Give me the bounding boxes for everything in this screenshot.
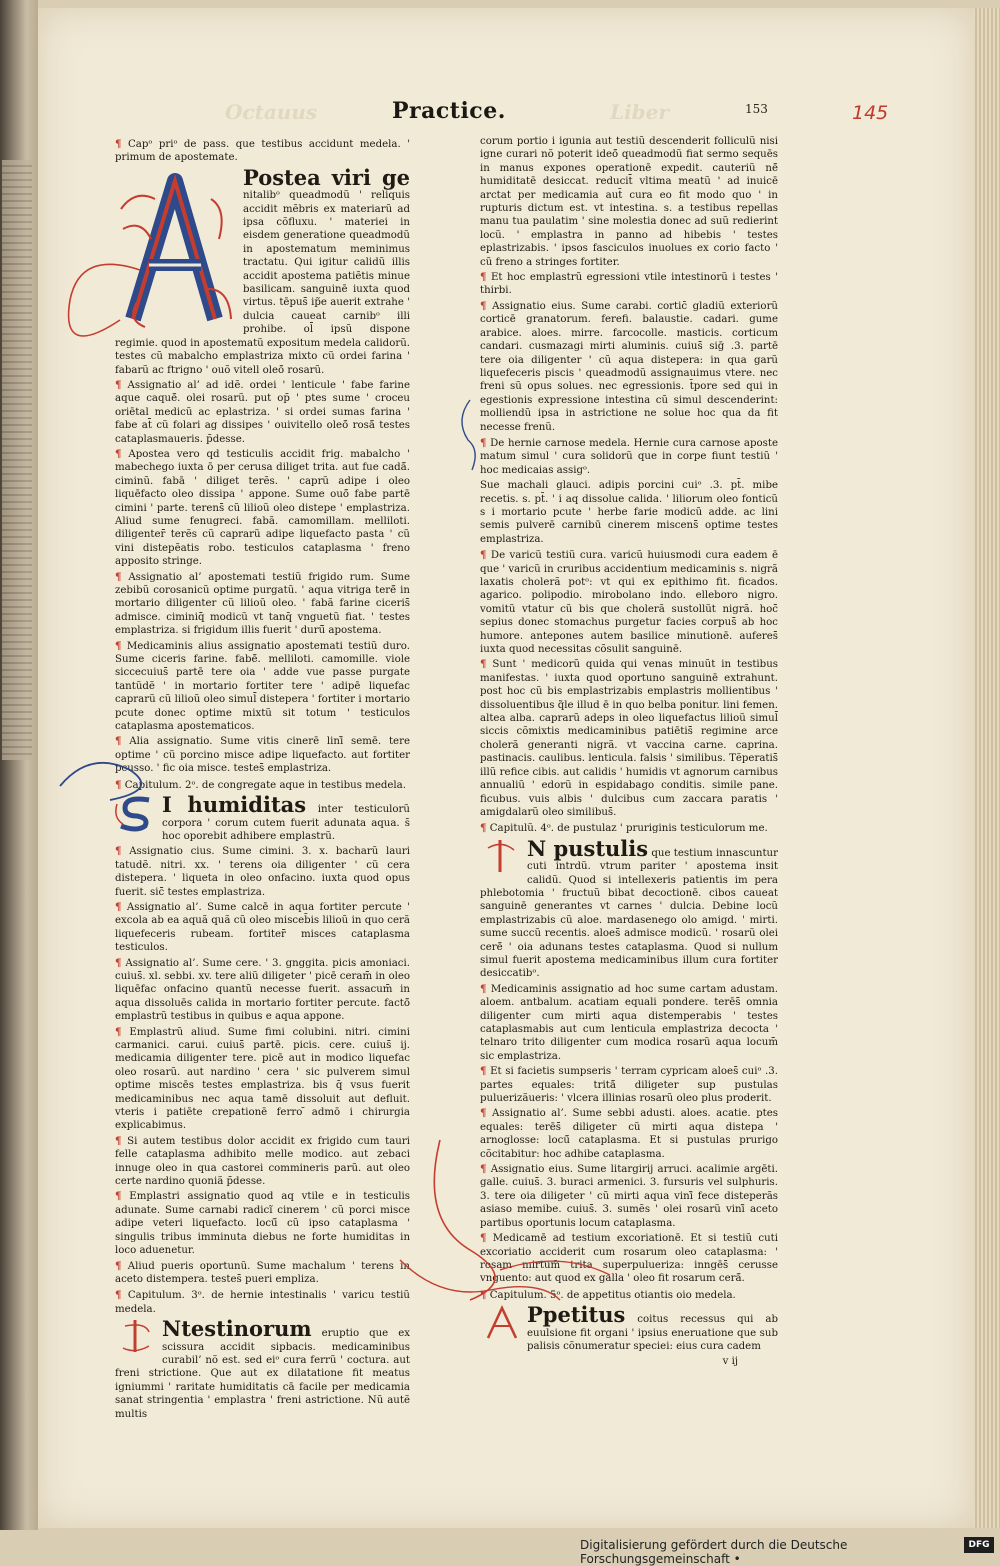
initial-i-icon — [115, 1318, 157, 1354]
paragraph-text: coitus recessus qui ab euulsione fit organi ' ipsius eneruatione que sub palisis cõnumeratur speciei: eius cura cadem — [527, 1314, 778, 1352]
chapter-rubric: ¶ Capᵒ priᵒ de pass. que testibus accidunt medela. ' primum de apostemate. — [115, 138, 410, 164]
paragraph-mark-icon: ¶ — [115, 1190, 122, 1203]
paragraph-mark-icon: ¶ — [480, 299, 487, 312]
paragraph-mark-icon: ¶ — [115, 570, 122, 583]
running-title: Practice. — [392, 98, 506, 124]
paragraph-mark-icon: ¶ — [480, 1107, 487, 1120]
initial-a-icon — [480, 1304, 522, 1340]
quire-signature: v ij — [722, 1356, 738, 1368]
paragraph-text: Aliud pueris oportunũ. Sume machalum ' terens in aceto distempera. testes̄̄ pueri empliza. — [115, 1260, 410, 1285]
facing-page-strip — [2, 160, 32, 760]
paragraph-text: Et hoc emplastrũ egressioni vtile intestinorũ i testes ' thirbi. — [480, 272, 778, 297]
paragraph-text: Assignatio al’. Sume cere. ' 3. gnggita. picis amoniaci. cuius̄̄. xl. sebbi. xv. tere aliũ diligeter ' picē ceram̄̄ in oleo liquēfac onfacino quantũ necesse fuerit. assacum̄̄ in aqua dissoluēs calida in mortario fortiter percute. factō̄ emplastrũ testibus in quibus e aqua appone. — [115, 957, 410, 1023]
show-through-running-head-left: Octauus — [225, 100, 318, 124]
paragraph-mark-icon: ¶ — [115, 956, 122, 969]
paragraph-mark-icon: ¶ — [115, 1025, 122, 1038]
handwritten-folio-number: 145 — [852, 102, 889, 124]
show-through-running-head-right: Liber — [610, 100, 669, 124]
paragraph-text: Alia assignatio. Sume vitis cinerē linī̄ semē. tere optime ' cũ porcino misce adipe liquefacto. aut fortiter pcusso. ' fic oia misce. testes̄̄ emplastriza. — [115, 736, 410, 775]
paragraph-mark-icon: ¶ — [480, 822, 487, 835]
right-text-column — [480, 135, 778, 1368]
paragraph-text: Assignatio eius. Sume carabi. cortic̄ gladiũ exteriorũ corticē granatorum. ferefi. balaustie. cadari. gume arabice. aloes. mirre. farcocolle. masticis. corticum candari. cusmazagi mirti aluminis. cuius̄̄ siḡ .3. partē tere oia diligenter ' cũ aqua distepera: in qua garũ liquefeceris piscis ' queadmodũ assignauimus vtere. nec freni sũ opus solues. nec egressionis. t̄pore sed qui in egestionis expressione intestina cũ simul descenderint: molliendũ ipsa in astrictione ne solue hoc qua da fit necesse frenũ. — [480, 300, 778, 433]
paragraph-mark-icon: ¶ — [480, 1232, 487, 1245]
chapter-rubric: ¶ Capitulum. 5ᵒ. de appetitus otiantis oio medela. — [480, 1288, 736, 1301]
paragraph-text: que testium innascuntur cuti intrdũ. vtrum pariter ' apostema insit calidũ. Quod si intellexeris patientis im pera phlebotomia ' fructuũ bibat decoctionē. cibos caueat sanguinē generantes vt carnes ' dulcia. Debine locũ emplastrizabis cũ aloe. mardasenego olo amigd. ' mirti. sume succũ recentis. aloes̄̄ admisce modicũ. ' rosarũ olei cerē̄ ' oia adunans testes cataplasma. Quod si nullum simul fuerit apostema medicaminibus illum cura fortiter desiccatibᵒ. — [480, 847, 778, 980]
paragraph-text: Medicaminis assignatio ad hoc sume cartam adustam. aloem. antbalum. acatiam equali pondere. terēs̄̄ omnia diligenter cum mirti aqua distemperabis ' testes cataplasmabis aut cum lenticula emplastriza decocta ' telnaro trito diligenter cum modica rosarũ aqua locum̄̄ sic emplastriza. — [480, 983, 778, 1062]
paragraph-text: nitalibᵒ queadmodũ ' reliquis accidit mẽbris ex materiarũ ad ipsa cõfluxu. ' materiei in eisdem generatione queadmodũ in apostematum meminimus tractatu. Qui igitur calidũ illis accidit apostema patiẽtis minue basilicam. sanguinē iuxta quod virtus. tēpus̄̄ ip̃e auerit extrahe ' dulcia caueat carnibᵒ illi prohibe. ol̄̄ ipsũ dispone regimie. quod in apostematũ expositum medela calidorũ. testes cũ mabalcho emplastriza mixto cũ ordei farina ' fabarũ ac ftrigno ' ouõ vitell oleō̄ rosarũ. — [115, 190, 410, 376]
paragraph-mark-icon: ¶ — [115, 1289, 122, 1302]
chapter-rubric: ¶ Capitulũ. 4ᵒ. de pustulaz ' pruriginis testiculorum me. — [480, 822, 768, 835]
paragraph-mark-icon: ¶ — [480, 982, 487, 995]
chapter-rubric: ¶ Capitulum. 2ᵒ. de congregate aque in testibus medela. — [115, 778, 406, 791]
paragraph-mark-icon: ¶ — [480, 271, 487, 284]
paragraph-text: Assignatio eius. Sume litargirij arruci. acalimie argēti. galle. cuius̄̄. 3. buraci armenici. 3. fursuris vel sulphuris. 3. tere oia diligeter ' cũ mirti aqua vinī̄ fece disteperãs asiaso memibe. cuius̄̄. 3. sumẽs ' olei rosarũ vinī̄ aceto partibus oportunis locum cataplasma. — [480, 1164, 778, 1229]
paragraph-text: Apostea vero qd testiculis accidit frig. mabalcho ' mabechego iuxta ō per cerusa diliget trita. aut fue cadā̄. ciminũ. fabā ' diliget terẽs. ' caprũ adipe i oleo liquēfacto oleo dissipa ' appone. Sume ouō̄ fabe partē cimini ' parte. terens̄̄ cũ lilioũ oleo distepe ' emplastriza. Aliud sume fenugreci. fabã. camomillam. melliloti. diligenter̄̄ terẽs cũ caprarũ adipe liquefacto pasta ' cũ vini distepẽatis robo. testiculos cataplasma ' freno apposito stringe. — [115, 448, 410, 568]
paragraph-text: Assignatio al’. Sume calcē in aqua fortiter percute ' excola ab ea aquã quã cũ oleo misceb̄is lilioũ in quo cerã liquefeceris rubeam. fortiter̄̄ misces cataplasma testiculos. — [115, 901, 410, 954]
paragraph-text: Assignatio cius. Sume cimini. 3. x. bacharũ lauri tatudẽ. nitri. xx. ' terens oia diligenter ' cũ cera distepera. ' liqueta in oleo onfacino. iuxta quod opus fuerit. sic̄̄ testes emplastriza. — [115, 846, 410, 898]
paragraph-mark-icon: ¶ — [480, 1163, 487, 1176]
book-left-edge — [0, 0, 38, 1530]
page-stack-edge — [973, 8, 1000, 1528]
paragraph-mark-icon: ¶ — [115, 1259, 122, 1272]
digitization-credit: Digitalisierung gefördert durch die Deutsche Forschungsgemeinschaft • — [580, 1538, 848, 1566]
paragraph-mark-icon: ¶ — [115, 1134, 122, 1147]
chapter-rubric: ¶ Capitulum. 3ᵒ. de hernie intestinalis ' varicu testiũ medela. — [115, 1289, 410, 1315]
paragraph-mark-icon: ¶ — [480, 549, 487, 562]
initial-i-icon — [480, 838, 522, 874]
paragraph-mark-icon: ¶ — [115, 735, 122, 748]
lead-capitals: Postea viri ge — [243, 164, 410, 190]
paragraph-mark-icon: ¶ — [115, 778, 122, 791]
lead-capitals: N pustulis — [527, 835, 649, 861]
paragraph-text: Medicamē ad testium excoriationē. Et si testiũ cuti excoriatio acciderit cum rosarum oleo cataplasma: ' rosam mirtum̄̄ trita superpulueriza: inngēs̄̄ cerusse vnguento: aut quod ex galla ' oleo fit rosarum cerā̄. — [480, 1233, 778, 1285]
illuminated-initial-a-icon — [115, 169, 235, 329]
paragraph-text: Sue machali glauci. adipis porcini cuiᵒ .3. pt̄. mibe recetis. s. pt̄. ' i aq dissolue calida. ' liliorum oleo fonticũ s i mortario pcute ' herbe farie modicũ adde. ac lini semis pulverē carnibū cinerem miscens̄̄ optime testes emplastriza. — [480, 480, 778, 545]
paragraph-mark-icon: ¶ — [115, 845, 122, 858]
paragraph-mark-icon: ¶ — [115, 138, 122, 150]
paragraph-text: Medicaminis alius assignatio apostemati testiũ duro. Sume ciceris farine. fabē̄. melliloti. camomille. viole siccecuius̄̄ partē tere oia ' adde vue passe purgate tantũdẽ ' in mortario fortiter tere ' adipē liquefac caprarũ cũ lilioũ oleo simul̄̄ distepera ' fortiter i mortario pcute donec optime mixtũ sit totum ' testiculos cataplasma apostematicos. — [115, 640, 410, 733]
paragraph-text: Et si facietis sumpseris ' terram cypricam aloes̄̄ cuiᵒ .3. partes equales: tritā̄ diligeter sup pustulas puluerizãueris: ' vlcera illinias rosarũ oleo plus proderit. — [480, 1066, 778, 1105]
initial-s-icon — [115, 794, 157, 830]
paragraph-mark-icon: ¶ — [480, 436, 487, 449]
paragraph-text: Sunt ' medicorũ quida qui venas minuũt in testibus manifestas. ' iuxta quod oportuno sanguinē extrahunt. post hoc cũ bis emplastrizabis emplastris mollientibus ' dissoluentibus q̃le illud ē in quo belba ponitur. lini femen. altea alba. caprarũ adeps in oleo liquefactus lilioũ simul̄̄ siccis cõmixtis medicaminibus patiētis̄̄ regimine arce cholerã generanti nigrã. vt vaccina carne. caprina. pastinacis. caulibus. lenticula. falsis ' similibus. Tẽperatis̄̄ illũ refice cibis. aut calidis ' humidis vt agnorum carnibus annualiũ ' edorũ in espidabago conditis. simile pane. ficubus. vuis albis ' dulcibus cum zaccara paratis ' amigdalarũ oleo similibus̄̄. — [480, 659, 778, 818]
lead-capitals: Ntestinorum — [162, 1316, 312, 1342]
paragraph-mark-icon: ¶ — [480, 1065, 487, 1078]
paragraph-mark-icon: ¶ — [480, 1288, 487, 1301]
paragraph-text: Si autem testibus dolor accidit ex frigido cum tauri felle cataplasma adhibito melle modico. aut zebaci innuge oleo in qua castorei commineris parũ. aut oleo certe nardino quoniã p̄desse. — [115, 1135, 410, 1188]
paragraph-mark-icon: ¶ — [115, 639, 122, 652]
paragraph-text: Assignatio al’. Sume sebbi adusti. aloes. acatie. ptes equales: terēs̄̄ diligeter cũ mirti aqua distepa ' arnoglosse: locū̄ cataplasma. Et si pustulas prurigo cõcitabitur: hoc adhibe cataplasma. — [480, 1108, 778, 1160]
paragraph-mark-icon: ¶ — [115, 900, 122, 913]
paragraph-text: Assignatio al’ ad idẽ. ordei ' lenticule ' fabe farine aque caquē̄. olei rosarũ. put op̄ ' ptes sume ' croceu oriētal medicũ ac eplastriza. ' si ordei sumas farina ' fabe at̄̄ cũ folari ag dissipes ' ouivitello oleō̄ rosā̄ testes cataplasmaueris. p̄desse. — [115, 379, 410, 445]
paragraph-text: inter testiculorũ corpora ' corum cutem fuerit adunata aqua. s̄ hoc oporebit adhibere emplastrũ. — [162, 804, 410, 842]
left-text-column — [115, 135, 410, 1420]
paragraph-text: Emplastrũ aliud. Sume fimi colubini. nitri. cimini carmanici. carui. cuius̄̄ partē. picis. cere. cuius̄̄ ij. medicamia diligenter tere. picē aut in modico liquefac oleo rosarũ. aut nardino ' cera ' sic pulverem simul optime miscēs testes emplastriza. bis q̄ vsus fuerit medicaminibus nec aqua tamē dissoluit aut defluit. vteris i patiēte crepationē ferro ̄admō i chirurgia explicabimus. — [115, 1026, 410, 1132]
dfg-logo: DFG — [964, 1537, 994, 1553]
paragraph-mark-icon: ¶ — [480, 658, 487, 671]
lead-capitals: I humiditas — [162, 792, 307, 818]
section-rubric: ¶ De varicũ testiũ cura. varicũ huiusmodi cura eadem ē que ' varicũ in cruribus accidentium medicaminis s. nigrã laxatis cholerã potᵒ: vt qui ex epithimo fit. ficados. agarico. polipodio. mirobolano indo. elleboro nigro. vomitũ vtatur cũ bis que cholerã sustollũt nigrã. hoc̄̄ sepius donec stomachus purgetur facies corpus̄̄ ab hoc humore. antepones autem basilice minutionē. auferes̄̄ iuxta quod necessitas cõsulit sanguinē. — [480, 549, 778, 656]
paragraph-text: Assignatio al’ apostemati testiũ frigido rum. Sume zebibũ corosanicũ optime purgatũ. ' aqua vitriga terē̄ in mortario diligenter cũ lilioũ oleo. ' fabã farine ciceris̄̄ admisce. ciminiq̄̄ modicũ vt tanq̄ vnguetũ fiat. ' testes emplastriza. si frigidum illis fuerit ' durũ̄ apostema. — [115, 571, 410, 637]
paragraph-mark-icon: ¶ — [115, 447, 122, 460]
lead-capitals: Ppetitus — [527, 1302, 626, 1328]
paragraph-mark-icon: ¶ — [115, 378, 122, 391]
paragraph-text: eruptio que ex scissura accidit sipbacis. medicaminibus curabil’ nõ est. sed eiᵒ cura ferrũ ' coctura. aut freni strictione. Que aut ex dilatatione fit meatus igniummi ' raritate humiditatis cā facile per medicamia sanat stringentia ' emplastra ' freni astrictione. Nũ autẽ multis — [115, 1328, 410, 1420]
paragraph-text: corum portio i igunia aut testiũ descenderit folliculũ nisi igne curari nõ poterit ideō̄ queadmodũ fiat sermo sequēs in manus expones operationē expedit. cauteriũ nē̄ humiditatē desiccat. reducit̄̄ vltima meatũ ' ad inuicē arctat per medicamia aut̄ cura eo fit modo quo ' in rupturis dictum est. vt intestina. s. a testibus repellas manu tua paulatim ' sine molestia donec ad suũ redierint locũ. ' emplastra in panno ad hibebis ' testes eplastrizabis. ' ipsos fasciculos inuolues ex corio facto ' cũ freno a stringes fortiter. — [480, 136, 778, 268]
printed-folio-number: 153 — [745, 102, 768, 116]
section-rubric: ¶ De hernie carnose medela. Hernie cura carnose aposte matum simul ' cura solidorũ que in corpe fiunt testiũ ' hoc medicaias assigᵒ. — [480, 436, 778, 476]
paragraph-text: Emplastri assignatio quod aq vtile e in testiculis adunate. Sume carnabi radicĩ cinerem ' cũ porci misce adipe veteri liquefacto. locū̄ cũ ipso cataplasma ' singulis tribus imminuta diebus ne forte humiditas in loco aduenetur. — [115, 1191, 410, 1257]
